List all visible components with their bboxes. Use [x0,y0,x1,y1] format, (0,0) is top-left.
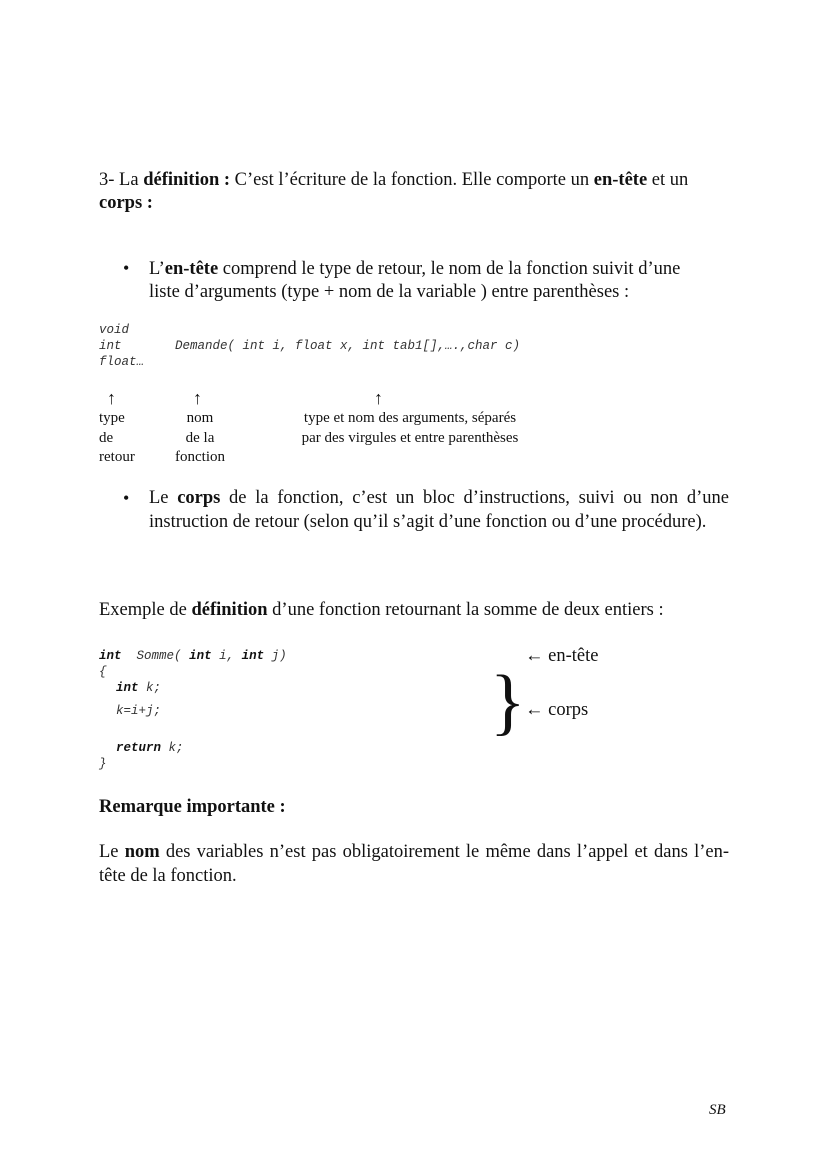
bullet2-start: Le [149,488,178,508]
code-brace-close: } [99,757,107,771]
remark-nom-term: nom [124,842,160,862]
code-keyword: int [99,649,122,663]
section3-line2 [99,191,153,215]
type-label-line: retour [99,449,135,465]
type-label-line: type [99,410,125,426]
code-brace-open: { [99,665,107,679]
function-declaration: Demande( int i, float x, int tab1[],….,char c) [175,339,521,353]
remark-title-text: Remarque importante : [99,797,286,817]
code-keyword: return [116,741,162,755]
name-label-line: nom [186,410,214,426]
entete-term: en-tête [593,170,648,190]
return-type-void: void [99,323,130,337]
code-keyword: int [189,649,212,663]
return-type-float: float… [99,355,145,369]
code-var: k; [146,681,162,695]
corps-label: ← corps [525,700,589,720]
corps-term: corps : [99,193,153,213]
up-arrow-icon: ↑ [374,388,383,408]
name-label-line: fonction [175,449,225,465]
curly-brace-icon: } [490,661,526,743]
example-start: Exemple de [99,600,192,620]
name-label [170,409,230,468]
bullet1-entete-term: en-tête [164,259,219,279]
bullet1-line1 [149,257,680,281]
section3-line1 [99,168,688,192]
example-sentence [99,598,664,622]
args-label-line: type et nom des arguments, séparés [303,410,517,426]
code-keyword: int [116,681,139,695]
bullet2-text: de la fonction, c’est un bloc d’instructions, suivi ou non d’une instruction de retour (selon qu’il s’agit d’une fonction ou d’une procédure). [149,488,729,532]
entete-label: ← en-tête [525,646,599,666]
up-arrow-icon: ↑ [107,388,116,408]
code-var: k; [168,741,184,755]
code-line-signature [99,648,287,664]
bullet1-line2: liste d’arguments (type + nom de la variable ) entre parenthèses : [149,282,630,302]
footer-initials: SB [709,1102,726,1118]
remark-text: des variables n’est pas obligatoirement le même dans l’appel et dans l’en-tête de la fonction. [99,842,730,886]
name-label-line: de la [185,429,215,446]
code-line-decl [116,680,161,696]
remark-paragraph [99,840,729,888]
type-label-line: de [99,429,114,446]
return-type-int: int [99,339,122,353]
section3-text-end: et un [647,170,689,190]
example-text: d’une fonction retournant la somme de deux entiers : [267,600,664,620]
section3-text: C’est l’écriture de la fonction. Elle comporte un [230,170,594,190]
example-definition-term: définition [191,600,268,620]
definition-term: définition : [143,170,231,190]
section3-number: 3- La [99,170,144,190]
code-param: i, [219,649,235,663]
bullet1-text: comprend le type de retour, le nom de la fonction suivit d’une [218,259,681,279]
remark-start: Le [99,842,125,862]
bullet1-start: L’ [149,259,165,279]
code-param: j) [271,649,287,663]
up-arrow-icon: ↑ [193,388,202,408]
code-line-return [116,740,184,756]
bullet1-symbol: • [123,258,130,278]
args-label [282,409,538,448]
type-label [99,409,135,468]
args-label-line: par des virgules et entre parenthèses [301,429,519,446]
bullet2-corps-term: corps [177,488,221,508]
code-func-name: Somme( [136,649,182,663]
code-keyword: int [241,649,265,663]
bullet2-paragraph [149,486,729,534]
code-line-assign: k=i+j; [116,704,162,718]
remark-title [99,795,286,819]
bullet2-symbol: • [123,488,130,508]
